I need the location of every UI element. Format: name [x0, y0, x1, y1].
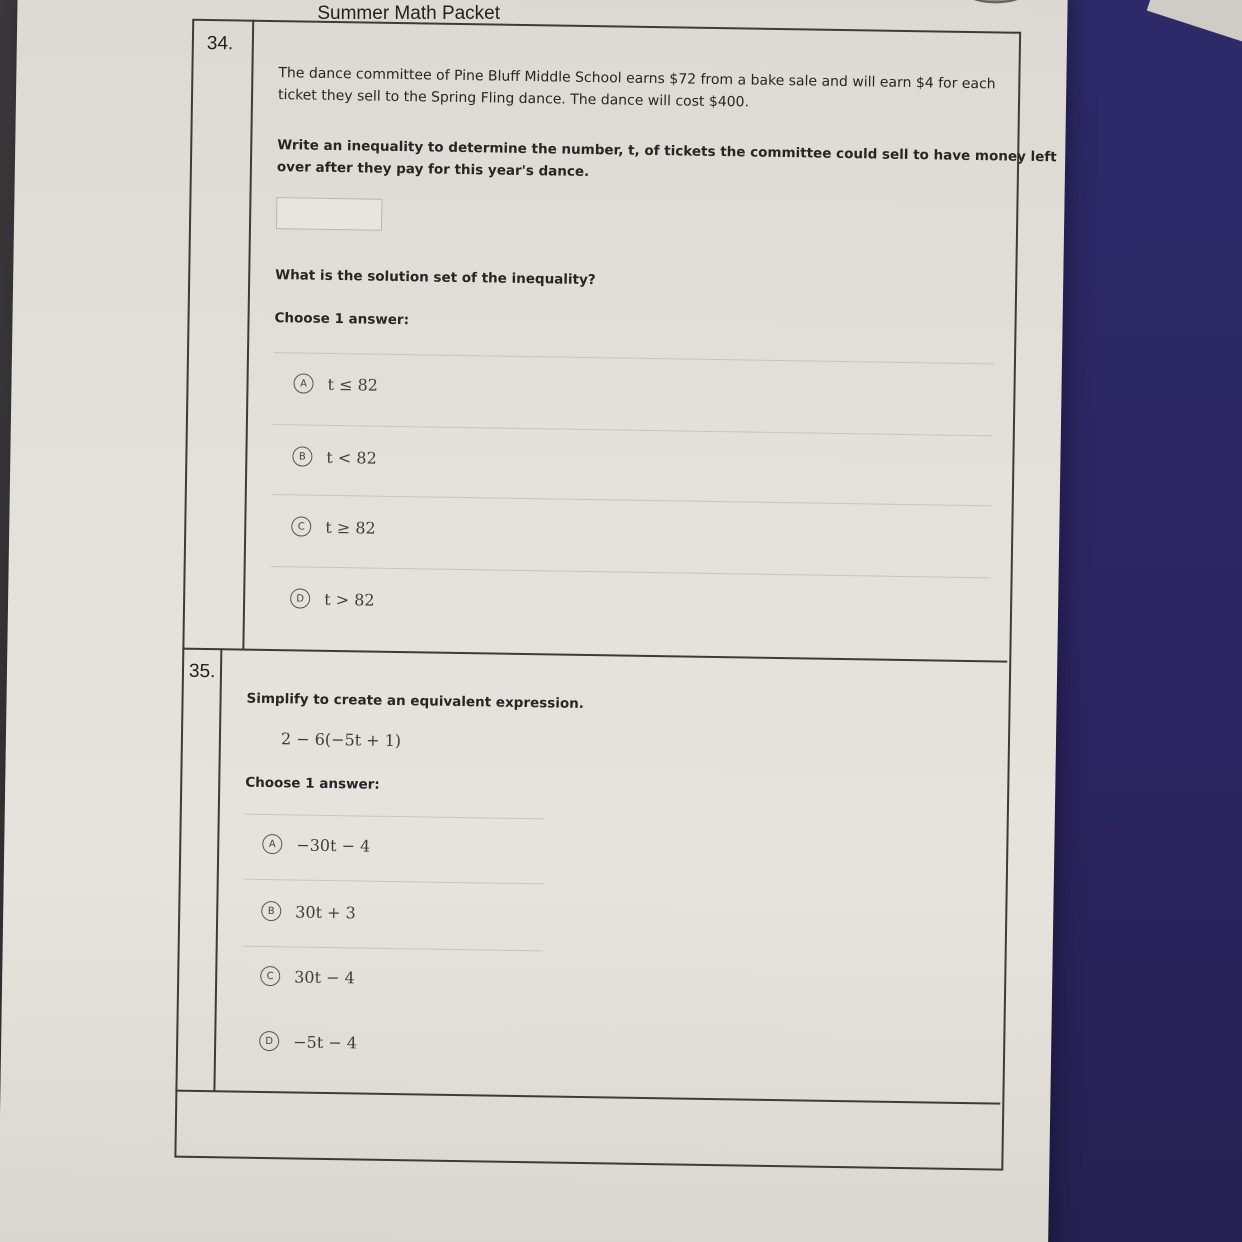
q34-write-line-1: Write an inequality to determine the number, t, of tickets the committee could sell to have money left: [277, 137, 1057, 166]
q35-expression: 2 − 6(−5t + 1): [280, 729, 402, 751]
q34-write-line-2: over after they pay for this year's dance.: [276, 159, 590, 180]
option-c-circle[interactable]: C: [260, 966, 280, 986]
q35-option-d[interactable]: [259, 1029, 357, 1055]
q34-option-a[interactable]: [293, 371, 378, 396]
q34-option-c[interactable]: [291, 514, 376, 539]
q35-option-a[interactable]: [262, 832, 370, 858]
option-c-circle[interactable]: C: [291, 516, 311, 536]
seal-logo: [958, 0, 1033, 4]
dark-background: [1040, 0, 1242, 1242]
option-a-circle[interactable]: A: [293, 373, 313, 393]
option-b-circle[interactable]: B: [292, 446, 312, 466]
option-a-value: −30t − 4: [296, 834, 371, 856]
option-a-value: t ≤ 82: [327, 374, 379, 395]
q35-prompt: Simplify to create an equivalent expression.: [246, 690, 585, 712]
q34-prompt-line-2: ticket they sell to the Spring Fling dance. The dance will cost $400.: [277, 87, 750, 111]
q34-option-b[interactable]: [292, 444, 377, 469]
option-a-circle[interactable]: A: [262, 834, 282, 854]
packet-title: Summer Math Packet: [317, 3, 501, 25]
option-b-value: 30t + 3: [295, 901, 356, 922]
q34-solution-question: What is the solution set of the inequality?: [275, 267, 596, 289]
option-b-value: t < 82: [326, 447, 377, 468]
q34-choose-label: Choose 1 answer:: [274, 310, 410, 329]
option-d-circle[interactable]: D: [290, 588, 310, 608]
inequality-answer-box[interactable]: [276, 197, 382, 231]
q35-option-b[interactable]: [261, 899, 356, 924]
option-d-value: −5t − 4: [293, 1031, 358, 1052]
option-d-circle[interactable]: D: [259, 1031, 279, 1051]
option-d-value: t > 82: [324, 589, 375, 610]
q35-option-c[interactable]: [260, 964, 355, 989]
option-b-circle[interactable]: B: [261, 901, 281, 921]
q34-option-d[interactable]: [290, 586, 375, 611]
q34-prompt-line-1: The dance committee of Pine Bluff Middle School earns $72 from a bake sale and will earn $4 for each: [278, 65, 996, 93]
option-c-value: 30t − 4: [294, 966, 355, 987]
question-35-number: 35.: [188, 660, 216, 683]
option-c-value: t ≥ 82: [325, 517, 376, 538]
q35-choose-label: Choose 1 answer:: [245, 774, 380, 793]
question-34-number: 34.: [206, 32, 234, 55]
